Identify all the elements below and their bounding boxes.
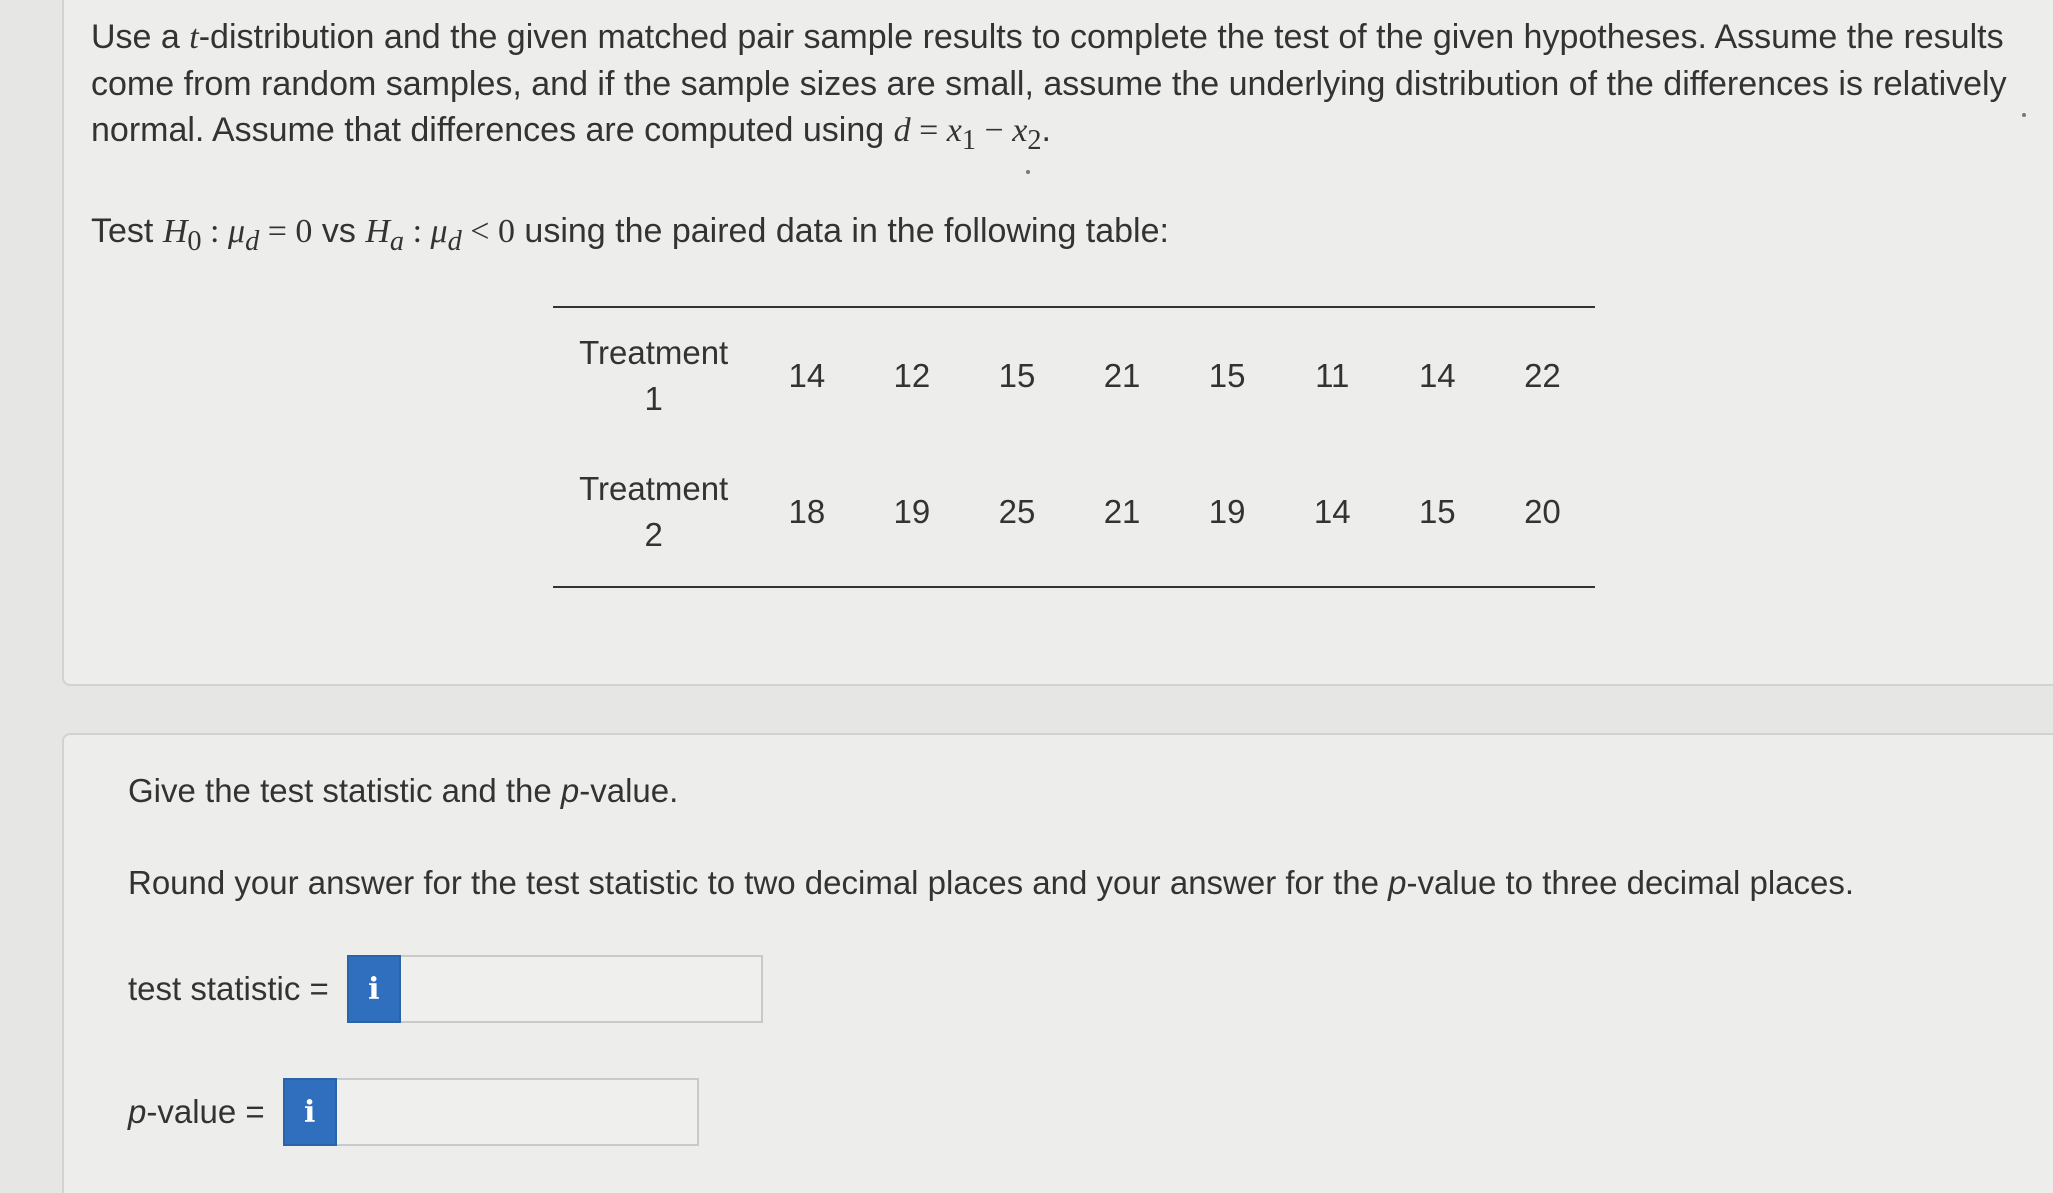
vs-text: vs [312,212,366,250]
table-cell: 12 [859,307,964,444]
test-statistic-row [128,955,763,1023]
row-header-treatment-2 [553,444,754,587]
table-cell: 20 [1490,444,1595,587]
p-value-p: p [128,1093,147,1130]
prompt2-text-2: -value to three decimal places. [1406,864,1855,901]
formula-period: . [1041,111,1051,149]
paired-data-table [553,306,1595,588]
ha-relation: < 0 [461,213,515,250]
ha-colon: : [404,213,431,250]
table-cell: 15 [964,307,1069,444]
formula-equals: = [910,112,947,149]
formula-x2: x [1012,112,1028,149]
test-prefix: Test [91,212,163,250]
ha-mu-subscript: d [447,225,462,257]
row-header-line1: Treatment [579,470,729,507]
p-value-label-text: -value = [146,1093,265,1130]
ha-symbol: H [365,213,390,250]
question-intro [91,14,2031,164]
prompt2-p: p [1388,864,1407,901]
table-cell: 15 [1385,444,1490,587]
intro-text-2: -distribution and the given matched pair sample results to complete the test of the given hypotheses. Assume the results come from random samples, and if the sample sizes are small, assume the underlying distribution of the differences is relatively normal. Assume that differences are computed using [91,18,2007,149]
h0-mu-subscript: d [245,225,260,257]
table-cell: 22 [1490,307,1595,444]
info-icon[interactable] [283,1078,337,1146]
formula-x2-subscript: 2 [1027,124,1042,156]
table-cell: 19 [1175,444,1280,587]
prompt1-text-1: Give the test statistic and the [128,772,561,809]
table-cell: 21 [1070,307,1175,444]
table-cell: 14 [1385,307,1490,444]
table-cell: 14 [754,307,859,444]
h0-relation: = 0 [259,213,313,250]
table-cell: 21 [1070,444,1175,587]
p-value-input[interactable] [337,1078,699,1146]
prompt1-p: p [560,772,580,809]
decorative-dot [1026,170,1030,174]
h0-mu: μ [228,213,246,250]
formula-x1: x [946,112,962,149]
row-header-line2: 2 [644,516,663,553]
test-statistic-label: test statistic = [128,970,329,1007]
answer-instructions [128,768,678,814]
table-cell: 25 [964,444,1069,587]
test-suffix: using the paired data in the following table: [514,212,1169,250]
info-icon[interactable] [347,955,401,1023]
table-row-treatment-1 [553,307,1595,444]
intro-text-1: Use a [91,18,190,56]
row-header-treatment-1 [553,307,754,444]
row-header-line2: 1 [644,380,663,417]
intro-t-symbol: t [189,19,199,56]
ha-subscript: a [389,225,405,257]
h0-subscript: 0 [187,225,202,257]
decorative-dot [2022,113,2026,117]
p-value-label [128,1093,265,1131]
ha-mu: μ [430,213,448,250]
p-value-row [128,1078,699,1146]
prompt1-text-2: -value. [579,772,679,809]
table-row-treatment-2 [553,444,1595,587]
table-cell: 18 [754,444,859,587]
formula-x1-subscript: 1 [961,124,977,156]
test-statistic-input[interactable] [401,955,763,1023]
info-icon-glyph: i [303,1094,316,1130]
prompt2-text-1: Round your answer for the test statistic to two decimal places and your answer for the [128,864,1389,901]
table-cell: 14 [1280,444,1385,587]
table-cell: 19 [859,444,964,587]
formula-d: d [893,112,911,149]
row-header-line1: Treatment [579,334,729,371]
h0-colon: : [201,213,228,250]
rounding-instructions [128,860,1854,906]
info-icon-glyph: i [368,971,380,1007]
h0-symbol: H [162,213,188,250]
table-cell: 15 [1175,307,1280,444]
formula-minus: − [976,112,1013,149]
table-cell: 11 [1280,307,1385,444]
hypothesis-line [91,208,1169,265]
